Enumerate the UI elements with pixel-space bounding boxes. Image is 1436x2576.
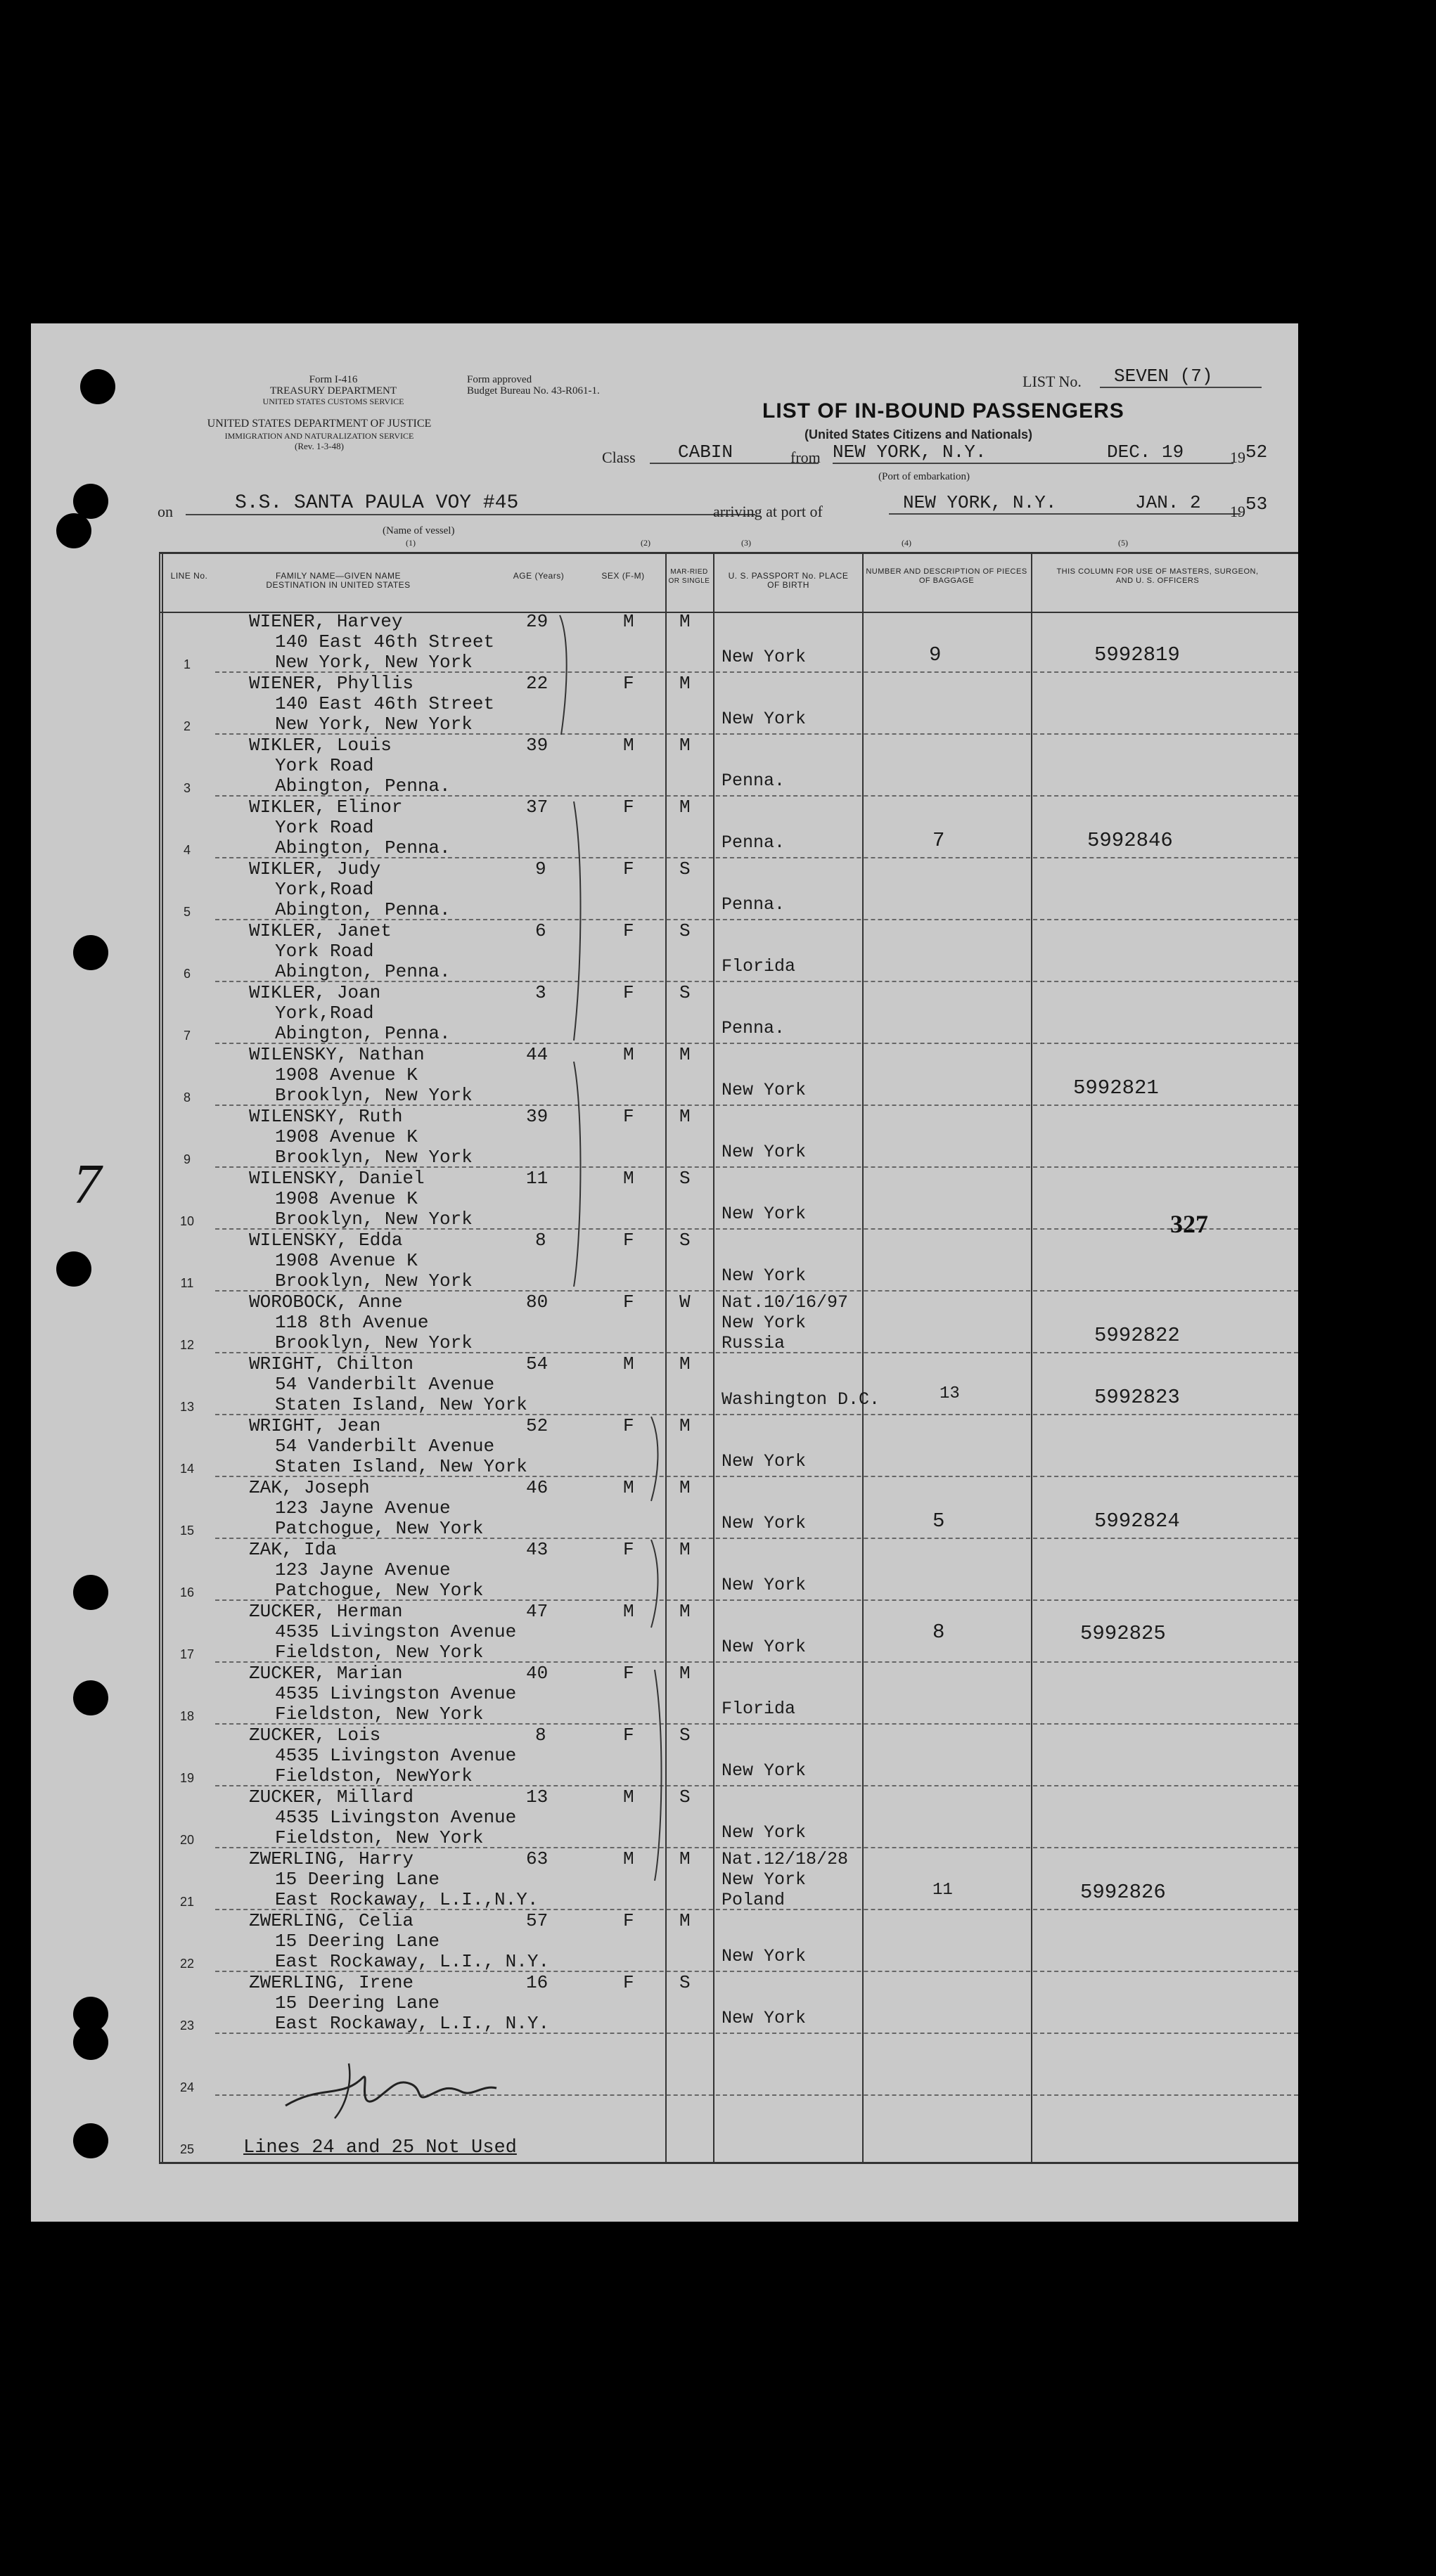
place-of-birth: New York bbox=[722, 1637, 807, 1657]
place-of-birth: Penna. bbox=[722, 894, 786, 915]
col-officers: THIS COLUMN FOR USE OF MASTERS, SURGEON, AND U. S. OFFICERS bbox=[1056, 567, 1259, 585]
passenger-name: WRIGHT, Jean bbox=[249, 1415, 381, 1436]
marital-status: M bbox=[679, 1106, 691, 1127]
punch-hole bbox=[73, 1680, 108, 1715]
line-number: 10 bbox=[179, 1214, 195, 1228]
line-number: 16 bbox=[179, 1585, 195, 1599]
officer-number: 5992825 bbox=[1080, 1622, 1166, 1645]
passenger-address: 1908 Avenue K bbox=[275, 1064, 418, 1086]
place-of-birth: Penna. bbox=[722, 832, 786, 853]
passenger-name: ZWERLING, Harry bbox=[249, 1848, 414, 1869]
column-marker: (5) bbox=[1118, 538, 1128, 548]
passenger-age: 8 bbox=[535, 1230, 546, 1251]
line-number: 1 bbox=[183, 657, 191, 671]
arriving-label: arriving at port of bbox=[713, 503, 823, 520]
list-number: SEVEN (7) bbox=[1100, 366, 1262, 388]
passenger-address: East Rockaway, L.I.,N.Y. bbox=[275, 1889, 539, 1910]
punch-hole bbox=[56, 513, 91, 548]
passenger-name: WILENSKY, Edda bbox=[249, 1230, 403, 1251]
stamp-number: 327 bbox=[1170, 1210, 1208, 1238]
form-number: Form I-416 bbox=[309, 374, 358, 385]
line-number: 15 bbox=[179, 1524, 195, 1538]
col-passport: U. S. PASSPORT No. PLACE OF BIRTH bbox=[728, 571, 849, 590]
unused-lines-note: Lines 24 and 25 Not Used bbox=[243, 2137, 517, 2158]
passenger-sex: F bbox=[623, 920, 634, 941]
passenger-age: 54 bbox=[526, 1353, 549, 1374]
passenger-age: 39 bbox=[526, 1106, 549, 1127]
passenger-address: 15 Deering Lane bbox=[275, 1992, 440, 2014]
place-of-birth: Russia bbox=[722, 1333, 786, 1353]
column-marker: (2) bbox=[641, 538, 650, 548]
column-marker: (1) bbox=[406, 538, 416, 548]
passenger-sex: F bbox=[623, 1230, 634, 1251]
class-value: CABIN bbox=[650, 442, 819, 464]
place-of-birth: New York bbox=[722, 2008, 807, 2028]
place-of-birth: New York bbox=[722, 1266, 807, 1286]
customs-service: UNITED STATES CUSTOMS SERVICE bbox=[262, 397, 404, 406]
baggage-count: 8 bbox=[932, 1621, 945, 1644]
passenger-age: 29 bbox=[526, 611, 549, 632]
passenger-address: Brooklyn, New York bbox=[275, 1147, 473, 1168]
department: TREASURY DEPARTMENT bbox=[269, 385, 397, 397]
passenger-sex: F bbox=[623, 673, 634, 694]
line-number: 21 bbox=[179, 1895, 195, 1909]
passenger-age: 52 bbox=[526, 1415, 549, 1436]
passenger-name: ZAK, Ida bbox=[249, 1539, 337, 1560]
passenger-address: 54 Vanderbilt Avenue bbox=[275, 1436, 495, 1457]
embarkation-port: NEW YORK, N.Y. bbox=[833, 442, 1093, 464]
passenger-name: WILENSKY, Daniel bbox=[249, 1168, 425, 1189]
passenger-name: WOROBOCK, Anne bbox=[249, 1292, 403, 1313]
passenger-address: 54 Vanderbilt Avenue bbox=[275, 1374, 495, 1395]
line-number: 9 bbox=[183, 1152, 191, 1166]
passenger-age: 43 bbox=[526, 1539, 549, 1560]
marital-status: S bbox=[679, 858, 691, 880]
baggage-count: 9 bbox=[929, 643, 942, 666]
marital-status: S bbox=[679, 920, 691, 941]
punch-hole bbox=[56, 1251, 91, 1287]
punch-hole bbox=[73, 935, 108, 970]
passenger-address: 15 Deering Lane bbox=[275, 1869, 440, 1890]
class-label: Class bbox=[602, 449, 636, 466]
passenger-age: 44 bbox=[526, 1044, 549, 1065]
column-marker: (4) bbox=[902, 538, 911, 548]
justice-dept: UNITED STATES DEPARTMENT OF JUSTICE bbox=[207, 418, 432, 430]
naturalization-date: Nat.12/18/28 bbox=[722, 1849, 849, 1869]
officer-number: 5992826 bbox=[1080, 1881, 1166, 1904]
place-of-birth: New York bbox=[722, 1946, 807, 1966]
passenger-age: 11 bbox=[526, 1168, 549, 1189]
naturalization-place: New York bbox=[722, 1313, 807, 1333]
passenger-sex: F bbox=[623, 982, 634, 1003]
passenger-address: Abington, Penna. bbox=[275, 899, 451, 920]
passenger-age: 3 bbox=[535, 982, 546, 1003]
place-of-birth: New York bbox=[722, 647, 807, 667]
passenger-sex: F bbox=[623, 1539, 634, 1560]
marital-status: M bbox=[679, 1539, 691, 1560]
place-of-birth: New York bbox=[722, 1451, 807, 1471]
col-name: FAMILY NAME—GIVEN NAME DESTINATION IN UNITED STATES bbox=[266, 571, 411, 590]
line-number: 18 bbox=[179, 1709, 195, 1723]
passenger-sex: F bbox=[623, 1292, 634, 1313]
punch-hole bbox=[73, 2025, 108, 2060]
baggage-count: 5 bbox=[932, 1509, 945, 1533]
passenger-address: 123 Jayne Avenue bbox=[275, 1559, 451, 1580]
line-number: 22 bbox=[179, 1957, 195, 1971]
passenger-name: WRIGHT, Chilton bbox=[249, 1353, 414, 1374]
inspector-signature bbox=[278, 2056, 504, 2120]
passenger-age: 13 bbox=[526, 1786, 549, 1808]
vessel-name: S.S. SANTA PAULA VOY #45 bbox=[186, 492, 755, 515]
line-number: 11 bbox=[180, 1276, 194, 1290]
place-of-birth: Penna. bbox=[722, 1018, 786, 1038]
passenger-address: 1908 Avenue K bbox=[275, 1250, 418, 1271]
passenger-name: WIKLER, Elinor bbox=[249, 797, 403, 818]
passenger-sex: F bbox=[623, 1663, 634, 1684]
baggage-count: 11 bbox=[932, 1881, 953, 1900]
line-number: 6 bbox=[183, 967, 191, 981]
passenger-address: Abington, Penna. bbox=[275, 775, 451, 797]
line-number: 2 bbox=[183, 719, 191, 733]
arrival-port: NEW YORK, N.Y. bbox=[889, 492, 1114, 515]
passenger-address: 118 8th Avenue bbox=[275, 1312, 429, 1333]
passenger-address: 1908 Avenue K bbox=[275, 1126, 418, 1147]
passenger-address: Brooklyn, New York bbox=[275, 1085, 473, 1106]
passenger-name: ZAK, Joseph bbox=[249, 1477, 370, 1498]
passenger-sex: M bbox=[623, 1044, 634, 1065]
marital-status: W bbox=[679, 1292, 691, 1313]
punch-hole bbox=[73, 2123, 108, 2158]
punch-hole bbox=[80, 369, 115, 404]
embarkation-year-prefix: 19 bbox=[1230, 449, 1245, 466]
passenger-sex: M bbox=[623, 1477, 634, 1498]
arrival-year: 53 bbox=[1245, 494, 1268, 515]
passenger-name: WIKLER, Joan bbox=[249, 982, 381, 1003]
officer-number: 5992819 bbox=[1094, 643, 1180, 666]
passenger-age: 9 bbox=[535, 858, 546, 880]
passenger-address: Patchogue, New York bbox=[275, 1518, 484, 1539]
page-title: LIST OF IN-BOUND PASSENGERS bbox=[762, 399, 1124, 423]
passenger-address: 4535 Livingston Avenue bbox=[275, 1745, 517, 1766]
passenger-age: 40 bbox=[526, 1663, 549, 1684]
naturalization-date: Nat.10/16/97 bbox=[722, 1292, 849, 1313]
passenger-sex: M bbox=[623, 1168, 634, 1189]
place-of-birth: New York bbox=[722, 1575, 807, 1595]
passenger-name: WIENER, Harvey bbox=[249, 611, 403, 632]
passenger-address: York Road bbox=[275, 755, 374, 776]
column-marker: (3) bbox=[741, 538, 751, 548]
marital-status: S bbox=[679, 1786, 691, 1808]
passenger-name: ZWERLING, Celia bbox=[249, 1910, 414, 1931]
passenger-address: Fieldston, New York bbox=[275, 1642, 484, 1663]
line-number: 3 bbox=[183, 781, 191, 795]
officer-number: 5992824 bbox=[1094, 1509, 1180, 1533]
marital-status: M bbox=[679, 1353, 691, 1374]
passenger-address: 123 Jayne Avenue bbox=[275, 1498, 451, 1519]
approval-note: Form approved bbox=[467, 374, 532, 385]
manifest-table bbox=[159, 552, 1298, 2169]
passenger-name: ZUCKER, Lois bbox=[249, 1725, 381, 1746]
passenger-age: 57 bbox=[526, 1910, 549, 1931]
passenger-address: Staten Island, New York bbox=[275, 1456, 527, 1477]
marital-status: M bbox=[679, 673, 691, 694]
passenger-sex: F bbox=[623, 797, 634, 818]
place-of-birth: Penna. bbox=[722, 771, 786, 791]
passenger-age: 80 bbox=[526, 1292, 549, 1313]
officer-number: 5992823 bbox=[1094, 1386, 1180, 1409]
officer-number: 5992822 bbox=[1094, 1324, 1180, 1347]
place-of-birth: New York bbox=[722, 1142, 807, 1162]
naturalization-place: New York bbox=[722, 1869, 807, 1890]
line-number: 24 bbox=[179, 2080, 195, 2094]
marital-status: M bbox=[679, 1415, 691, 1436]
marital-status: M bbox=[679, 1044, 691, 1065]
marital-status: S bbox=[679, 1972, 691, 1993]
passenger-name: WIKLER, Judy bbox=[249, 858, 381, 880]
passenger-address: East Rockaway, L.I., N.Y. bbox=[275, 1951, 550, 1972]
passenger-age: 63 bbox=[526, 1848, 549, 1869]
passenger-address: 4535 Livingston Avenue bbox=[275, 1807, 517, 1828]
passenger-age: 8 bbox=[535, 1725, 546, 1746]
col-age: AGE (Years) bbox=[513, 571, 565, 581]
officer-number: 5992846 bbox=[1087, 829, 1173, 852]
passenger-sex: F bbox=[623, 1972, 634, 1993]
passenger-address: 4535 Livingston Avenue bbox=[275, 1621, 517, 1642]
marital-status: S bbox=[679, 1725, 691, 1746]
passenger-address: Abington, Penna. bbox=[275, 1023, 451, 1044]
line-number: 20 bbox=[179, 1833, 195, 1847]
marital-status: S bbox=[679, 982, 691, 1003]
passenger-address: New York, New York bbox=[275, 652, 473, 673]
passenger-address: Abington, Penna. bbox=[275, 837, 451, 858]
passenger-address: Abington, Penna. bbox=[275, 961, 451, 982]
passenger-address: New York, New York bbox=[275, 714, 473, 735]
form-revision: (Rev. 1-3-48) bbox=[295, 441, 344, 451]
col-sex: SEX (F-M) bbox=[601, 571, 645, 581]
passenger-sex: F bbox=[623, 1415, 634, 1436]
passenger-name: ZUCKER, Marian bbox=[249, 1663, 403, 1684]
passenger-sex: M bbox=[623, 1786, 634, 1808]
passenger-address: Staten Island, New York bbox=[275, 1394, 527, 1415]
passenger-sex: M bbox=[623, 735, 634, 756]
passenger-address: Patchogue, New York bbox=[275, 1580, 484, 1601]
passenger-address: York,Road bbox=[275, 879, 374, 900]
list-number-label: LIST No. bbox=[1022, 373, 1082, 390]
passenger-name: WILENSKY, Ruth bbox=[249, 1106, 403, 1127]
ins-service: IMMIGRATION AND NATURALIZATION SERVICE bbox=[224, 431, 414, 441]
marital-status: M bbox=[679, 611, 691, 632]
passenger-address: Brooklyn, New York bbox=[275, 1332, 473, 1353]
marital-status: M bbox=[679, 1848, 691, 1869]
col-line-no: LINE No. bbox=[170, 571, 208, 581]
passenger-name: ZUCKER, Millard bbox=[249, 1786, 414, 1808]
line-number: 25 bbox=[179, 2142, 195, 2156]
margin-mark: 7 bbox=[73, 1154, 101, 1216]
place-of-birth: Florida bbox=[722, 956, 796, 977]
line-number: 5 bbox=[183, 905, 191, 919]
passenger-address: Fieldston, NewYork bbox=[275, 1765, 473, 1786]
embarkation-date: DEC. 19 bbox=[1093, 442, 1233, 464]
place-of-birth: New York bbox=[722, 1513, 807, 1533]
passenger-name: ZWERLING, Irene bbox=[249, 1972, 414, 1993]
passenger-age: 37 bbox=[526, 797, 549, 818]
arrival-date: JAN. 2 bbox=[1114, 492, 1241, 515]
marital-status: M bbox=[679, 1601, 691, 1622]
col-baggage: NUMBER AND DESCRIPTION OF PIECES OF BAGGAGE bbox=[866, 567, 1027, 585]
passenger-age: 46 bbox=[526, 1477, 549, 1498]
passenger-age: 16 bbox=[526, 1972, 549, 1993]
line-number: 4 bbox=[183, 843, 191, 857]
passenger-sex: M bbox=[623, 1353, 634, 1374]
passenger-address: York,Road bbox=[275, 1003, 374, 1024]
vessel-label: (Name of vessel) bbox=[383, 525, 455, 536]
passenger-name: WILENSKY, Nathan bbox=[249, 1044, 425, 1065]
marital-status: M bbox=[679, 797, 691, 818]
place-of-birth: New York bbox=[722, 1822, 807, 1843]
marital-status: S bbox=[679, 1168, 691, 1189]
passenger-sex: F bbox=[623, 1910, 634, 1931]
marital-status: M bbox=[679, 735, 691, 756]
passenger-sex: M bbox=[623, 611, 634, 632]
place-of-birth: New York bbox=[722, 709, 807, 729]
passenger-age: 39 bbox=[526, 735, 549, 756]
passenger-address: York Road bbox=[275, 817, 374, 838]
passenger-name: ZUCKER, Herman bbox=[249, 1601, 403, 1622]
passenger-name: WIKLER, Janet bbox=[249, 920, 392, 941]
punch-hole bbox=[73, 1575, 108, 1610]
line-number: 17 bbox=[179, 1647, 195, 1661]
passenger-address: 140 East 46th Street bbox=[275, 693, 495, 714]
place-of-birth: New York bbox=[722, 1080, 807, 1100]
passenger-age: 6 bbox=[535, 920, 546, 941]
line-number: 19 bbox=[179, 1771, 195, 1785]
passenger-name: WIKLER, Louis bbox=[249, 735, 392, 756]
place-of-birth: New York bbox=[722, 1204, 807, 1224]
line-number: 12 bbox=[179, 1338, 195, 1352]
from-label: from bbox=[790, 449, 821, 466]
line-number: 14 bbox=[179, 1462, 195, 1476]
passenger-address: 1908 Avenue K bbox=[275, 1188, 418, 1209]
passenger-address: Fieldston, New York bbox=[275, 1704, 484, 1725]
officer-number: 5992821 bbox=[1073, 1076, 1159, 1100]
passenger-address: 140 East 46th Street bbox=[275, 631, 495, 652]
col-married: MAR-RIED OR SINGLE bbox=[668, 568, 710, 585]
on-label: on bbox=[158, 503, 173, 520]
place-of-birth: Washington D.C. bbox=[722, 1389, 880, 1410]
line-number: 23 bbox=[179, 2018, 195, 2033]
passenger-sex: F bbox=[623, 858, 634, 880]
passenger-sex: M bbox=[623, 1601, 634, 1622]
baggage-count: 7 bbox=[932, 829, 945, 852]
page-subtitle: (United States Citizens and Nationals) bbox=[804, 427, 1033, 442]
passenger-age: 47 bbox=[526, 1601, 549, 1622]
line-number: 7 bbox=[183, 1029, 191, 1043]
passenger-address: Brooklyn, New York bbox=[275, 1270, 473, 1292]
place-of-birth: Florida bbox=[722, 1699, 796, 1719]
passenger-sex: F bbox=[623, 1725, 634, 1746]
marital-status: M bbox=[679, 1910, 691, 1931]
baggage-count: 13 bbox=[940, 1384, 960, 1403]
embarkation-label: (Port of embarkation) bbox=[878, 471, 970, 482]
passenger-address: Brooklyn, New York bbox=[275, 1209, 473, 1230]
passenger-address: Fieldston, New York bbox=[275, 1827, 484, 1848]
place-of-birth: Poland bbox=[722, 1890, 786, 1910]
marital-status: S bbox=[679, 1230, 691, 1251]
passenger-sex: F bbox=[623, 1106, 634, 1127]
passenger-address: York Road bbox=[275, 941, 374, 962]
marital-status: M bbox=[679, 1477, 691, 1498]
arrival-year-prefix: 19 bbox=[1230, 503, 1245, 520]
place-of-birth: New York bbox=[722, 1760, 807, 1781]
line-number: 8 bbox=[183, 1090, 191, 1105]
line-number: 13 bbox=[179, 1400, 195, 1414]
family-brackets bbox=[553, 612, 722, 2018]
passenger-age: 22 bbox=[526, 673, 549, 694]
marital-status: M bbox=[679, 1663, 691, 1684]
manifest-sheet bbox=[31, 323, 1298, 2222]
passenger-sex: M bbox=[623, 1848, 634, 1869]
passenger-address: East Rockaway, L.I., N.Y. bbox=[275, 2013, 550, 2034]
budget-bureau: Budget Bureau No. 43-R061-1. bbox=[467, 385, 600, 397]
passenger-address: 15 Deering Lane bbox=[275, 1931, 440, 1952]
passenger-address: 4535 Livingston Avenue bbox=[275, 1683, 517, 1704]
passenger-name: WIENER, Phyllis bbox=[249, 673, 414, 694]
embarkation-year: 52 bbox=[1245, 442, 1268, 463]
